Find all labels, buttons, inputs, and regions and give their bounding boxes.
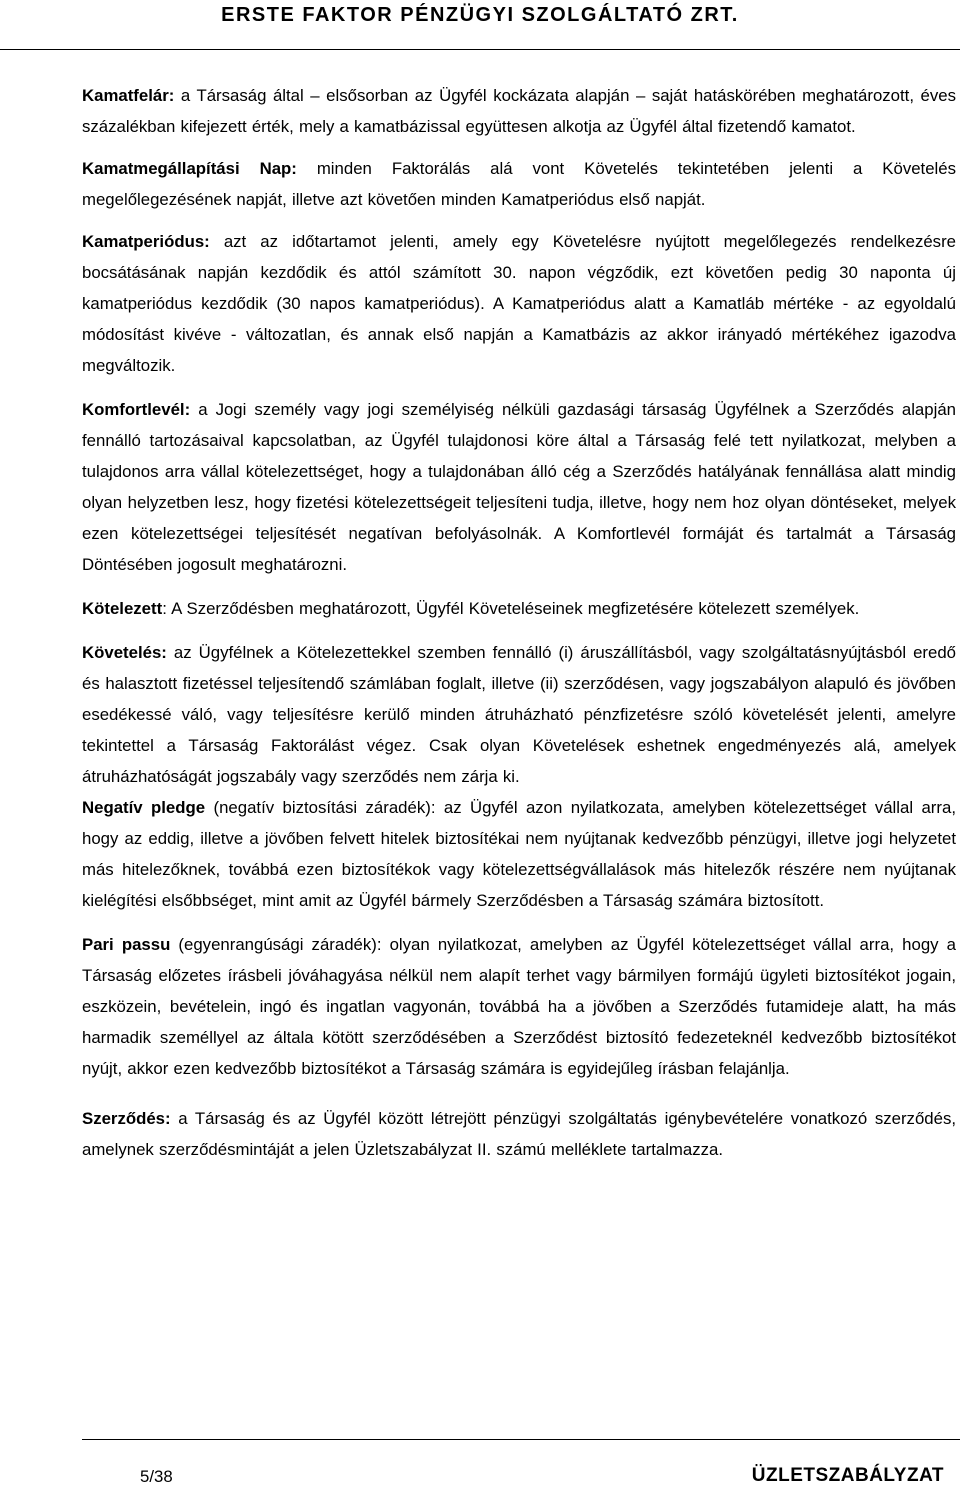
page-number: 5/38 [140, 1467, 173, 1486]
definition-term: Kamatfelár: [82, 86, 175, 105]
definition-term: Kamatmegállapítási Nap: [82, 159, 297, 178]
definition-koveteles [82, 637, 956, 792]
definition-term: Követelés: [82, 643, 167, 662]
definition-text: a Társaság és az Ügyfél között létrejött pénzügyi szolgáltatás igénybevételére vonatkozó szerződés, amelynek szerződésmintáját a jelen Üzletszabályzat II. számú melléklete tartalmazza. [82, 1109, 956, 1159]
definition-text: : A Szerződésben meghatározott, Ügyfél Követeléseinek megfizetésére kötelezett személyek. [162, 599, 860, 618]
definition-kamatfelar [82, 80, 956, 142]
definition-kotelezett [82, 593, 956, 624]
definition-kamatperiodus [82, 226, 956, 381]
definition-komfortlevel [82, 394, 956, 580]
definition-text: minden Faktorálás alá vont Követelés tekintetében jelenti a Követelés megelőlegezésének napját, illetve azt követően minden Kamatperiódus első napját. [82, 159, 956, 209]
definition-text: az Ügyfélnek a Kötelezettekkel szemben fennálló (i) áruszállításból, vagy szolgáltatásnyújtásból eredő és halasztott fizetéssel teljesítendő számlában foglalt, illetve (ii) szerződésen, vagy jogszabályon alapuló és jövőben esedékessé váló, vagy teljesítésre kerülő minden átruházható pénzfizetésre szóló követelését jelenti, amelyre tekintettel a Társaság Faktorálást végez. Csak olyan Követelések eshetnek engedményezés alá, amelyek átruházhatóságát jogszabály vagy szerződés nem zárja ki. [82, 643, 956, 786]
footer-divider [82, 1439, 960, 1440]
definition-term: Negatív pledge [82, 798, 206, 817]
definition-kamatmegallapitasi-nap [82, 153, 956, 215]
definition-term: Szerződés: [82, 1109, 171, 1128]
footer-document-title: ÜZLETSZABÁLYZAT [751, 1465, 944, 1486]
definition-pari-passu [82, 929, 956, 1084]
definition-term: Komfortlevél: [82, 400, 191, 419]
definition-text: (egyenrangúsági záradék): olyan nyilatkozat, amelyben az Ügyfél kötelezettséget vállal arra, hogy a Társaság előzetes írásbeli jóváhagyása nélkül nem alapít terhet vagy bármilyen formájú ügyleti biztosítékot jogain, eszközein, bevételein, ingó és ingatlan vagyonán, továbbá ha a jövőben a Szerződés futamideje alatt, ha más harmadik személlyel az általa kötött szerződésében a Szerződést biztosító fedezeteknél kedvezőbb biztosítékot nyújt, akkor ezen kedvezőbb biztosítékot a Társaság számára is egyidejűleg írásban felajánlja. [82, 935, 956, 1078]
definition-text: a Társaság által – elsősorban az Ügyfél kockázata alapján – saját hatáskörében meghatározott, éves százalékban kifejezett érték, mely a kamatbázissal együttesen alkotja az Ügyfél által fizetendő kamatot. [82, 86, 956, 136]
definition-text: a Jogi személy vagy jogi személyiség nélküli gazdasági társaság Ügyfélnek a Szerződés alapján fennálló tartozásaival kapcsolatban, az Ügyfél tulajdonosi köre által a Társaság felé tett nyilatkozat, melyben a tulajdonos arra vállal kötelezettséget, hogy a tulajdonában álló cég a Szerződés hatályának fennállása alatt mindig olyan helyzetben lesz, hogy fizetési kötelezettségeit teljesíteni tudja, illetve, hogy nem hoz olyan döntéseket, melyek ezen kötelezettségei teljesítését negatívan befolyásolnák. A Komfortlevél formáját és tartalmát a Társaság Döntésében jogosult meghatározni. [82, 400, 956, 574]
header-divider [0, 49, 960, 50]
definition-szerzodes [82, 1103, 956, 1165]
definition-term: Kötelezett [82, 599, 163, 618]
definition-term: Pari passu [82, 935, 171, 954]
document-header-title: ERSTE FAKTOR PÉNZÜGYI SZOLGÁLTATÓ ZRT. [221, 4, 739, 26]
definition-text: (negatív biztosítási záradék): az Ügyfél azon nyilatkozata, amelyben kötelezettséget vállal arra, hogy az eddig, illetve a jövőben felvett hitelek biztosítékai nem nyújtanak kedvezőbb pénzügyi, illetve jogi helyzetet más hitelezőknek, továbbá ezen biztosítékok vagy kötelezettségvállalások más hitelezők részére nem nyújtanak kielégítési elsőbbséget, mint amit az Ügyfél bármely Szerződésben a Társaság számára biztosított. [82, 798, 956, 910]
definition-term: Kamatperiódus: [82, 232, 210, 251]
definition-text: azt az időtartamot jelenti, amely egy Követelésre nyújtott megelőlegezés rendelkezésre bocsátásának napján kezdődik és attól számított 30. napon végződik, ezt követően pedig 30 naponta új kamatperiódus kezdődik (30 napos kamatperiódus). A Kamatperiódus alatt a Kamatláb mértéke - az egyoldalú módosítást kivéve - változatlan, és annak első napján a Kamatbázis az akkor irányadó mértékéhez igazodva megváltozik. [82, 232, 956, 375]
document-body [82, 80, 956, 1165]
definition-negativ-pledge [82, 792, 956, 916]
